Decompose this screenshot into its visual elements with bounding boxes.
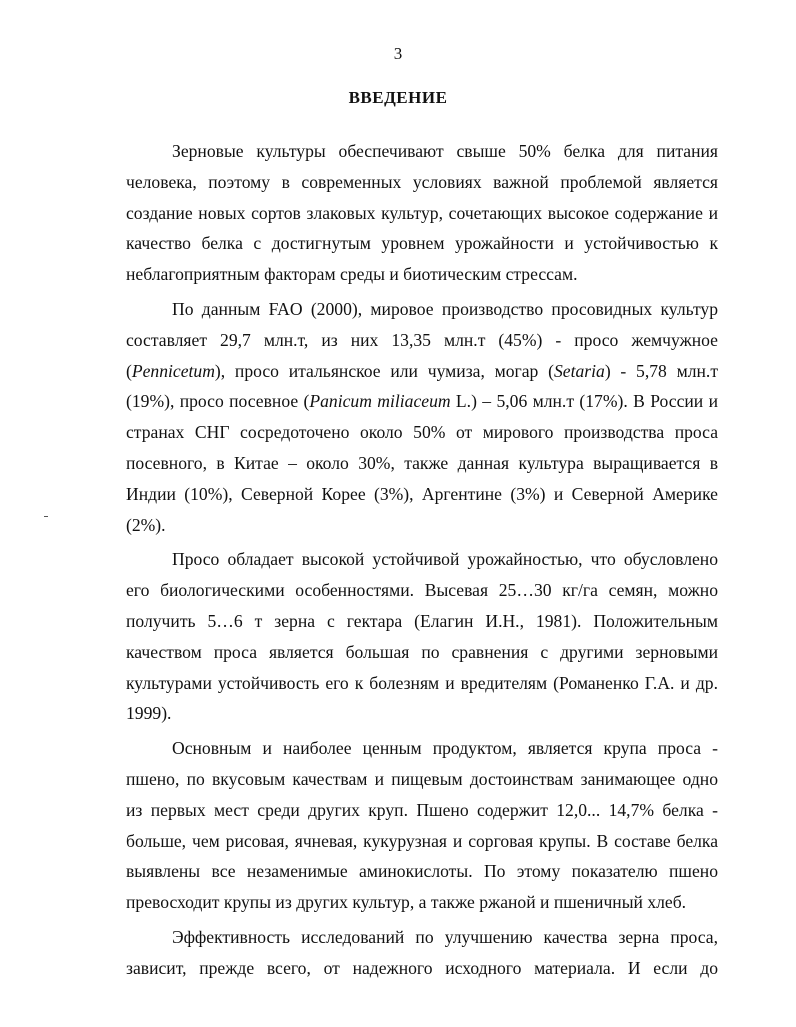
paragraph-4 [126, 733, 718, 918]
text-line: больше, чем рисовая, ячневая, кукурузная и сорговая крупы. В составе белка [126, 830, 718, 851]
body-text [126, 136, 718, 988]
page-number: 3 [393, 44, 403, 63]
paragraph-5 [126, 922, 718, 984]
text-line: (2%). [126, 514, 166, 535]
text-line: Просо обладает высокой устойчивой урожайностью, что обусловлено [172, 549, 718, 570]
text-line: странах СНГ сосредоточено около 50% от мирового производства проса [126, 422, 718, 443]
text-line: качество белка с достигнутым уровнем урожайности и устойчивостью к [126, 233, 718, 254]
text-line: неблагоприятным факторам среды и биотическим стрессам. [126, 264, 578, 285]
text-line: Эффективность исследований по улучшению качества зерна проса, [172, 926, 718, 947]
text-line: превосходит крупы из других культур, а также ржаной и пшеничный хлеб. [126, 892, 687, 913]
text-line: пшено, по вкусовым качествам и пищевым достоинствам занимающее одно [126, 768, 718, 789]
text-line: Основным и наиболее ценным продуктом, является крупа проса - [172, 738, 718, 759]
text-line: По данным FAO (2000), мировое производство просовидных культур [172, 298, 718, 319]
text-line: создание новых сортов злаковых культур, сочетающих высокое содержание и [126, 202, 718, 223]
text-line: выявлены все незаменимые аминокислоты. По этому показателю пшено [126, 861, 718, 882]
text-line: (Pennicetum), просо итальянское или чумиза, могар (Setaria) - 5,78 млн.т [126, 360, 719, 381]
scan-mark [44, 516, 48, 517]
text-line: Зерновые культуры обеспечивают свыше 50% белка для питания [172, 141, 718, 161]
paragraph-1 [126, 136, 718, 290]
text-line: Индии (10%), Северной Корее (3%), Аргентине (3%) и Северной Америке [126, 483, 718, 504]
paragraph-2 [126, 294, 718, 540]
text-line: 1999). [126, 703, 172, 724]
text-line: (19%), просо посевное (Panicum miliaceum L.) – 5,06 млн.т (17%). В России и [126, 391, 718, 412]
text-line: человека, поэтому в современных условиях важной проблемой является [126, 171, 718, 192]
section-heading: ВВЕДЕНИЕ [348, 88, 448, 107]
text-line: качеством проса является большая по сравнения с другими зерновыми [126, 641, 718, 662]
paragraph-3 [126, 544, 718, 729]
text-line: составляет 29,7 млн.т, из них 13,35 млн.т (45%) - просо жемчужное [126, 329, 718, 350]
text-line: культурами устойчивость его к болезням и вредителям (Романенко Г.А. и др. [126, 672, 718, 693]
text-line: зависит, прежде всего, от надежного исходного материала. И если до [126, 957, 718, 978]
text-line: из первых мест среди других круп. Пшено содержит 12,0... 14,7% белка - [126, 799, 718, 820]
text-line: посевного, в Китае – около 30%, также данная культура выращивается в [126, 452, 718, 473]
text-line: его биологическими особенностями. Высевая 25…30 кг/га семян, можно [126, 580, 718, 601]
text-line: получить 5…6 т зерна с гектара (Елагин И.Н., 1981). Положительным [126, 610, 718, 631]
